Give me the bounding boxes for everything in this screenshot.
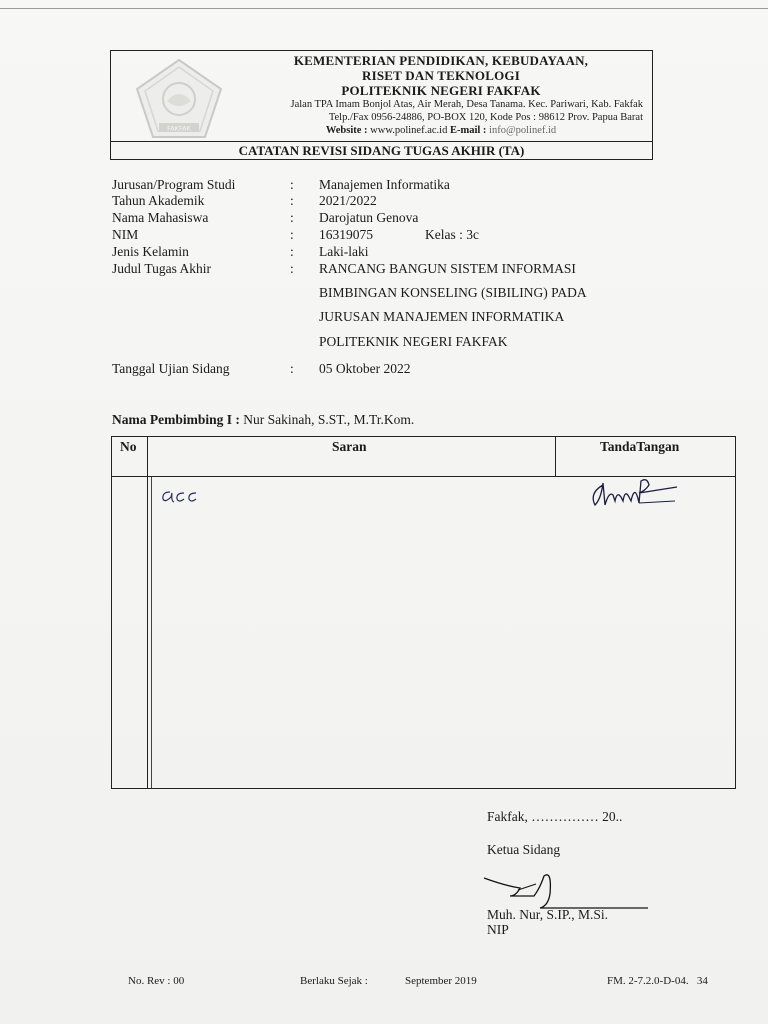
colon: : — [290, 261, 294, 276]
place-date: Fakfak, …………… 20.. — [487, 809, 623, 824]
pembimbing-name: Nur Sakinah, S.ST., M.Tr.Kom. — [243, 412, 415, 427]
ministry-name-line1: KEMENTERIAN PENDIDIKAN, KEBUDAYAAN, — [293, 53, 589, 68]
email: info@polinef.id — [489, 125, 557, 136]
label: NIM — [112, 227, 139, 242]
effective-date: September 2019 — [405, 975, 477, 987]
pembimbing-label: Nama Pembimbing I : — [112, 412, 240, 427]
svg-text:FAKFAK: FAKFAK — [167, 124, 191, 133]
form-code — [607, 975, 708, 987]
document-title: CATATAN REVISI SIDANG TUGAS AKHIR (TA) — [111, 141, 652, 159]
label: Judul Tugas Akhir — [112, 261, 212, 276]
contact-line — [231, 124, 651, 137]
colon: : — [290, 210, 294, 225]
colon: : — [290, 361, 294, 376]
email-label: E-mail : — [449, 125, 487, 136]
judul-line: POLITEKNIK NEGERI FAKFAK — [319, 334, 508, 349]
address-line1: Jalan TPA Imam Bonjol Atas, Air Merah, Desa Tanama. Kec. Pariwari, Kab. Fakfak — [290, 99, 643, 110]
header-tanda-tangan: TandaTangan — [600, 439, 680, 454]
signer-name: Muh. Nur, S.IP., M.Si. — [487, 907, 608, 922]
label: Tahun Akademik — [112, 193, 205, 208]
revision-number: No. Rev : 00 — [128, 975, 185, 987]
header-saran: Saran — [332, 439, 367, 454]
website: www.polinef.ac.id — [370, 125, 448, 136]
judul-line: BIMBINGAN KONSELING (SIBILING) PADA — [319, 285, 587, 300]
judul-line: JURUSAN MANAJEMEN INFORMATIKA — [319, 309, 565, 324]
colon: : — [290, 193, 294, 208]
kelas: Kelas : 3c — [425, 227, 479, 242]
signer-nip: NIP — [487, 922, 509, 937]
address-line2: Telp./Fax 0956-24886, PO-BOX 120, Kode Pos : 98612 Prov. Papua Barat — [328, 112, 643, 123]
column-divider — [151, 477, 152, 788]
colon: : — [290, 177, 294, 192]
value: 2021/2022 — [319, 193, 377, 208]
website-label: Website : — [325, 125, 368, 136]
pembimbing-line — [112, 412, 414, 428]
column-divider — [555, 437, 556, 477]
value: Laki-laki — [319, 244, 369, 259]
page-number: 34 — [696, 975, 708, 987]
header-no: No — [120, 439, 137, 454]
value: Manajemen Informatika — [319, 177, 450, 192]
label: Nama Mahasiswa — [112, 210, 209, 225]
ministry-name-line2: RISET DAN TEKNOLOGI — [362, 68, 520, 83]
effective-label: Berlaku Sejak : — [300, 975, 368, 987]
page-edge — [0, 8, 768, 9]
institution-name: POLITEKNIK NEGERI FAKFAK — [341, 83, 541, 98]
judul-line: RANCANG BANGUN SISTEM INFORMASI — [319, 261, 576, 276]
value: 05 Oktober 2022 — [319, 361, 411, 376]
colon: : — [290, 227, 294, 242]
label: Tanggal Ujian Sidang — [112, 361, 230, 376]
value: Darojatun Genova — [319, 210, 419, 225]
column-divider — [147, 437, 148, 788]
label: Jurusan/Program Studi — [112, 177, 236, 192]
value: 16319075 — [319, 227, 373, 242]
polinef-logo — [133, 57, 225, 141]
form-number: FM. 2-7.2.0-D-04. — [607, 975, 689, 987]
supervisor-signature — [583, 475, 683, 515]
label: Jenis Kelamin — [112, 244, 189, 259]
colon: : — [290, 244, 294, 259]
letterhead-text — [231, 53, 651, 137]
signer-role: Ketua Sidang — [487, 842, 561, 857]
handwritten-acc — [160, 484, 210, 510]
letterhead — [110, 50, 653, 160]
